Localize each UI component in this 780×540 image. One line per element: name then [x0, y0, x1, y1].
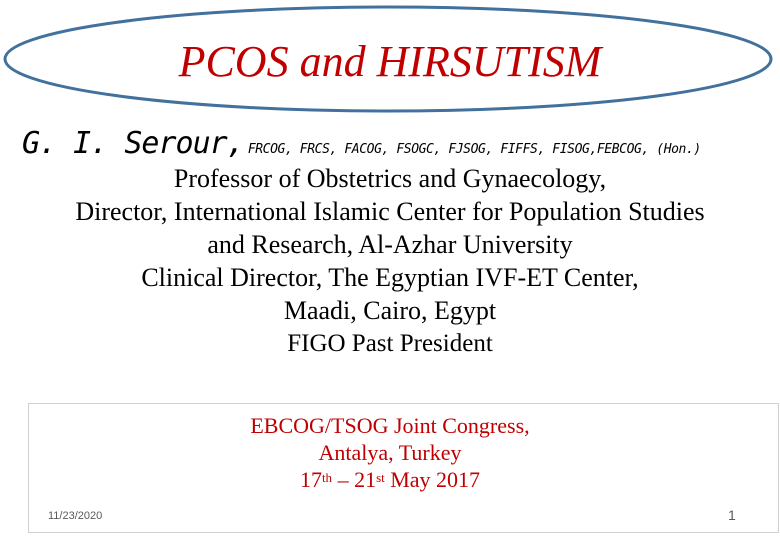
event-start-suffix: th: [321, 470, 333, 485]
event-end-suffix: st: [376, 470, 385, 485]
author-bio: [0, 162, 780, 360]
event-month-year: May 2017: [384, 467, 481, 492]
bio-line: and Research, Al-Azhar University: [207, 230, 573, 259]
page-number: 1: [728, 507, 736, 523]
bio-line: FIGO Past President: [287, 330, 493, 357]
slide-title: PCOS and HIRSUTISM: [178, 37, 602, 86]
bio-line: Maadi, Cairo, Egypt: [283, 296, 497, 325]
author-name: G. I. Serour,: [22, 126, 244, 161]
event-start-day: 17: [299, 467, 322, 492]
event-info: [0, 412, 780, 493]
bio-line: Clinical Director, The Egyptian IVF-ET Center,: [141, 263, 639, 292]
event-end-day: 21: [354, 467, 377, 492]
footer-date: 11/23/2020: [48, 510, 103, 522]
event-name: EBCOG/TSOG Joint Congress,: [250, 413, 530, 438]
bio-line: Director, International Islamic Center for Population Studies: [75, 197, 705, 226]
bio-line: Professor of Obstetrics and Gynaecology,: [173, 164, 607, 193]
author-line: [22, 126, 701, 161]
event-dash: –: [332, 467, 355, 492]
event-dates: [0, 466, 780, 493]
author-credentials: FRCOG, FRCS, FACOG, FSOGC, FJSOG, FIFFS, FISOG,FEBCOG, (Hon.): [247, 142, 701, 157]
event-location: Antalya, Turkey: [318, 440, 462, 465]
